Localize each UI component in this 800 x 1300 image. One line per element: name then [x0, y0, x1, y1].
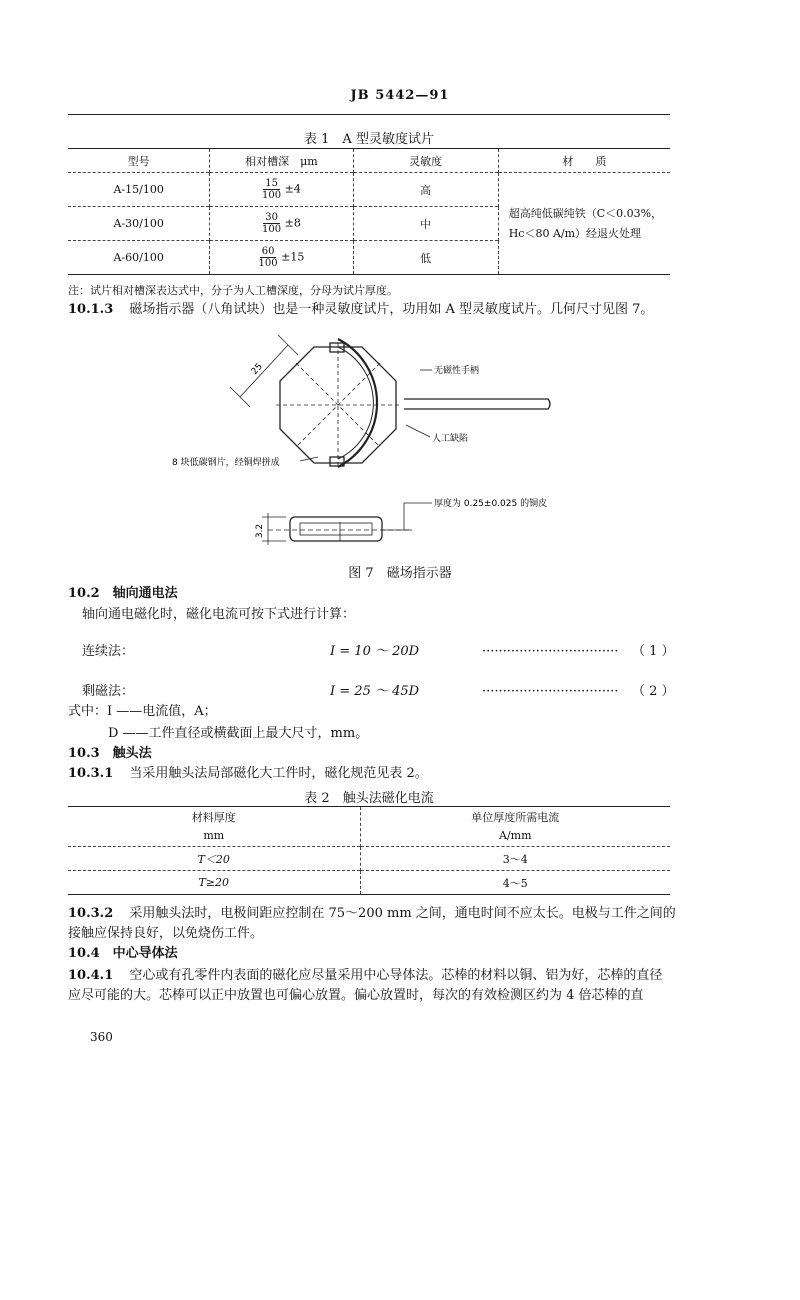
table1-sensitivity: 低 — [353, 241, 498, 275]
table2-current: 3～4 — [502, 852, 528, 866]
clause-10-3-1 — [68, 764, 428, 784]
table2-col-thickness-label: 材料厚度 — [191, 810, 236, 824]
table2-thickness: T＜20 — [68, 847, 360, 871]
where-line-1: 式中：I ——电流值，A； — [68, 704, 217, 719]
dim-32-label: 3.2 — [255, 523, 265, 539]
octagon-centerlines — [276, 343, 400, 467]
clause-number: 10.4.1 — [68, 968, 114, 983]
clause-text: 采用触头法时，电极间距应控制在 75～200 mm 之间，通电时间不应太长。电极与工件之间的 — [129, 906, 676, 921]
table1-material — [498, 173, 670, 275]
depth-numerator: 15 — [265, 178, 278, 189]
clause-10-4-1-cont: 应尽可能的大。芯棒可以正中放置也可偏心放置。偏心放置时，每次的有效检测区约为 4 倍芯棒的直 — [68, 988, 644, 1003]
material-line-1: 超高纯低碳纯铁（C＜0.03%， — [508, 206, 663, 220]
heading-10-3: 10.3 触头法 — [68, 746, 152, 761]
formula1-number: （ 1 ） — [632, 644, 675, 659]
formula2-number: （ 2 ） — [632, 684, 675, 699]
page-number: 360 — [90, 1030, 113, 1044]
table1-col-sensitivity: 灵敏度 — [353, 149, 498, 173]
header-rule — [68, 114, 670, 115]
figure7-drawing — [0, 325, 800, 570]
clause-number: 10.3.2 — [68, 906, 114, 921]
clause-10-3-2 — [68, 904, 676, 924]
table1 — [68, 148, 670, 275]
label-defect: 人工缺陷 — [432, 434, 469, 444]
depth-numerator: 60 — [261, 246, 275, 257]
clause-number: 10.1.3 — [68, 302, 114, 317]
table1-sensitivity: 高 — [353, 173, 498, 207]
clause-text: 当采用触头法局部磁化大工件时，磁化规范见表 2。 — [129, 766, 428, 781]
dim-line-25 — [240, 345, 288, 397]
table1-sensitivity: 中 — [353, 207, 498, 241]
table-row — [68, 847, 670, 871]
clause-text: 磁场指示器（八角试块）也是一种灵敏度试片，功用如 A 型灵敏度试片。几何尺寸见图 7。 — [129, 302, 654, 317]
handle-arc-inner — [338, 347, 373, 459]
table2-col-thickness — [68, 807, 360, 847]
table1-col-depth: 相对槽深 μm — [210, 149, 353, 173]
table1-caption: 表 1 A 型灵敏度试片 — [304, 132, 434, 147]
clause-text: 空心或有孔零件内表面的磁化应尽量采用中心导体法。芯棒的材料以铜、铝为好，芯棒的直径 — [129, 968, 663, 983]
table2-thickness: T≥20 — [68, 871, 360, 895]
formula2-label: 剩磁法： — [82, 684, 135, 699]
table2-col-thickness-unit: mm — [203, 828, 225, 842]
clause-number: 10.3.1 — [68, 766, 114, 781]
clause-10-1-3 — [68, 300, 653, 320]
table2-current: 4～5 — [502, 876, 528, 890]
table1-model: A-60/100 — [68, 241, 210, 275]
label-plates: 8 块低碳钢片，经铜焊拼成 — [172, 458, 280, 468]
formula1-equation: I = 10 ～ 20D — [330, 644, 420, 659]
table2-col-current — [360, 807, 670, 847]
where-line-2: D ——工件直径或横截面上最大尺寸，mm。 — [108, 726, 369, 741]
table1-model: A-30/100 — [68, 207, 210, 241]
formula1-label: 连续法： — [82, 644, 135, 659]
handle-arc — [338, 339, 377, 467]
material-line-2: Hc＜80 A/m）经退火处理 — [508, 226, 642, 240]
table1-col-material: 材 质 — [562, 154, 607, 168]
formula1-leader: ································· — [482, 644, 619, 659]
label-copper: 厚度为 0.25±0.025 的铜皮 — [434, 499, 548, 509]
formula2-equation: I = 25 ～ 45D — [330, 684, 420, 699]
formula2-leader: ································· — [482, 684, 619, 699]
table2-caption: 表 2 触头法磁化电流 — [304, 791, 434, 806]
heading-10-4: 10.4 中心导体法 — [68, 946, 178, 961]
depth-tolerance: ±8 — [284, 216, 301, 230]
depth-denominator: 100 — [262, 224, 282, 235]
standard-number-header: JB 5442—91 — [350, 88, 450, 103]
axial-intro: 轴向通电磁化时，磁化电流可按下式进行计算： — [82, 607, 356, 622]
table2 — [68, 806, 670, 895]
table1-model: A-15/100 — [68, 173, 210, 207]
table-row — [68, 871, 670, 895]
handle-bar — [404, 399, 550, 409]
label-handle: 无磁性手柄 — [434, 366, 480, 376]
heading-10-2: 10.2 轴向通电法 — [68, 586, 178, 601]
dim-25-label: 25 — [249, 361, 265, 378]
depth-tolerance: ±15 — [281, 250, 305, 264]
table2-col-current-label: 单位厚度所需电流 — [471, 810, 560, 824]
table-row — [68, 173, 670, 207]
depth-numerator: 30 — [265, 212, 278, 223]
table1-note: 注：试片相对槽深表达式中，分子为人工槽深度，分母为试片厚度。 — [68, 284, 398, 297]
clause-10-3-2-cont: 接触应保持良好，以免烧伤工件。 — [68, 926, 264, 941]
clause-10-4-1 — [68, 966, 662, 986]
side-view — [262, 503, 432, 545]
table2-col-current-unit: A/mm — [498, 828, 532, 842]
figure7-caption: 图 7 磁场指示器 — [348, 566, 452, 581]
depth-denominator: 100 — [258, 258, 278, 269]
depth-tolerance: ±4 — [284, 182, 301, 196]
table1-col-model: 型号 — [68, 149, 210, 173]
depth-denominator: 100 — [262, 190, 282, 201]
